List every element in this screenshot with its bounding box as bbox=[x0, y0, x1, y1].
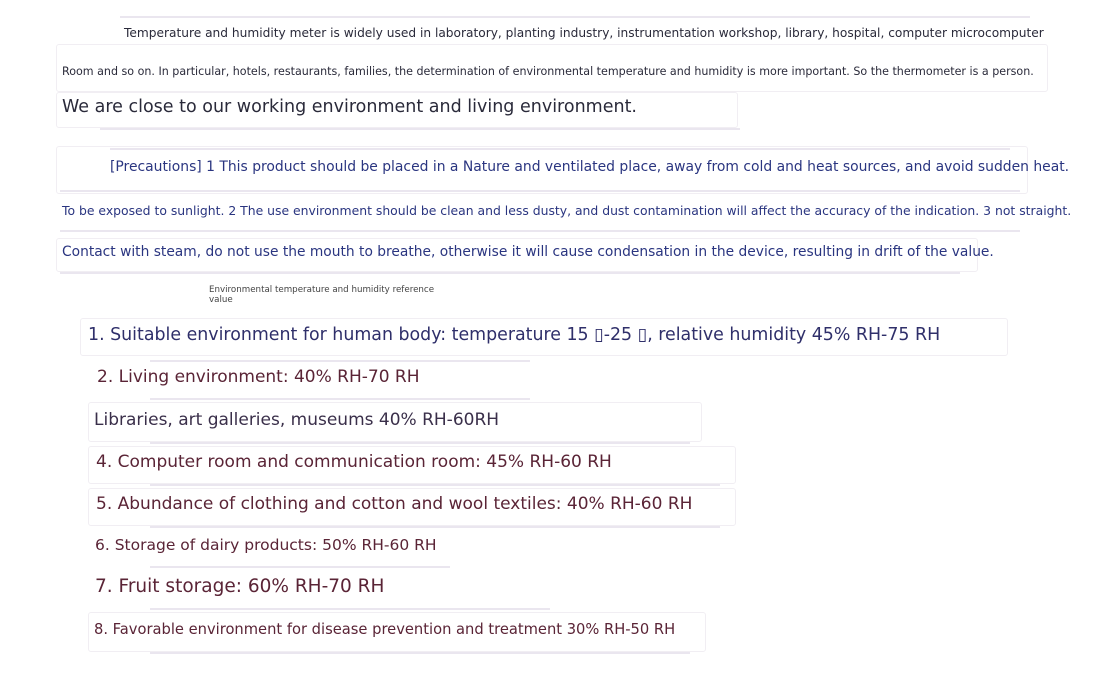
reference-item: 6. Storage of dairy products: 50% RH-60 RH bbox=[95, 536, 437, 554]
ghost-stroke bbox=[100, 128, 740, 130]
intro-line-3: We are close to our working environment and living environment. bbox=[62, 97, 637, 117]
reference-item: 8. Favorable environment for disease prevention and treatment 30% RH-50 RH bbox=[94, 621, 676, 638]
reference-item: 1. Suitable environment for human body: temperature 15 ▯-25 ▯, relative humidity 45% RH-75 RH bbox=[88, 325, 941, 345]
reference-item: Libraries, art galleries, museums 40% RH-60RH bbox=[94, 410, 500, 430]
ghost-stroke bbox=[150, 566, 450, 568]
reference-label-line-2: value bbox=[209, 295, 233, 305]
ghost-stroke bbox=[60, 190, 1020, 192]
ghost-stroke bbox=[150, 398, 530, 400]
reference-label-line-1: Environmental temperature and humidity reference bbox=[209, 285, 435, 295]
intro-line-1: Temperature and humidity meter is widely used in laboratory, planting industry, instrumentation workshop, library, hospital, computer microcomputer bbox=[124, 26, 1044, 40]
ghost-stroke bbox=[60, 272, 960, 274]
ghost-stroke bbox=[150, 484, 720, 486]
ghost-stroke bbox=[60, 230, 1020, 232]
ghost-stroke bbox=[150, 608, 550, 610]
ghost-stroke bbox=[150, 360, 530, 362]
reference-item: 2. Living environment: 40% RH-70 RH bbox=[97, 367, 420, 387]
ghost-stroke bbox=[110, 148, 1010, 150]
ghost-stroke bbox=[120, 16, 1030, 18]
intro-line-2: Room and so on. In particular, hotels, restaurants, families, the determination of environmental temperature and humidity is more important. So the thermometer is a person. bbox=[62, 65, 1034, 78]
precautions-line-2: To be exposed to sunlight. 2 The use environment should be clean and less dusty, and dust contamination will affect the accuracy of the indication. 3 not straight. bbox=[62, 203, 1072, 218]
reference-item: 4. Computer room and communication room: 45% RH-60 RH bbox=[96, 452, 612, 472]
precautions-line-1: [Precautions] 1 This product should be placed in a Nature and ventilated place, away from cold and heat sources, and avoid sudden heat. bbox=[110, 159, 1070, 175]
ghost-stroke bbox=[150, 526, 720, 528]
ghost-stroke bbox=[150, 442, 690, 444]
ghost-stroke bbox=[150, 652, 690, 654]
precautions-line-3: Contact with steam, do not use the mouth to breathe, otherwise it will cause condensation in the device, resulting in drift of the value. bbox=[62, 244, 994, 260]
reference-item: 7. Fruit storage: 60% RH-70 RH bbox=[95, 576, 385, 597]
reference-item: 5. Abundance of clothing and cotton and wool textiles: 40% RH-60 RH bbox=[96, 494, 693, 514]
